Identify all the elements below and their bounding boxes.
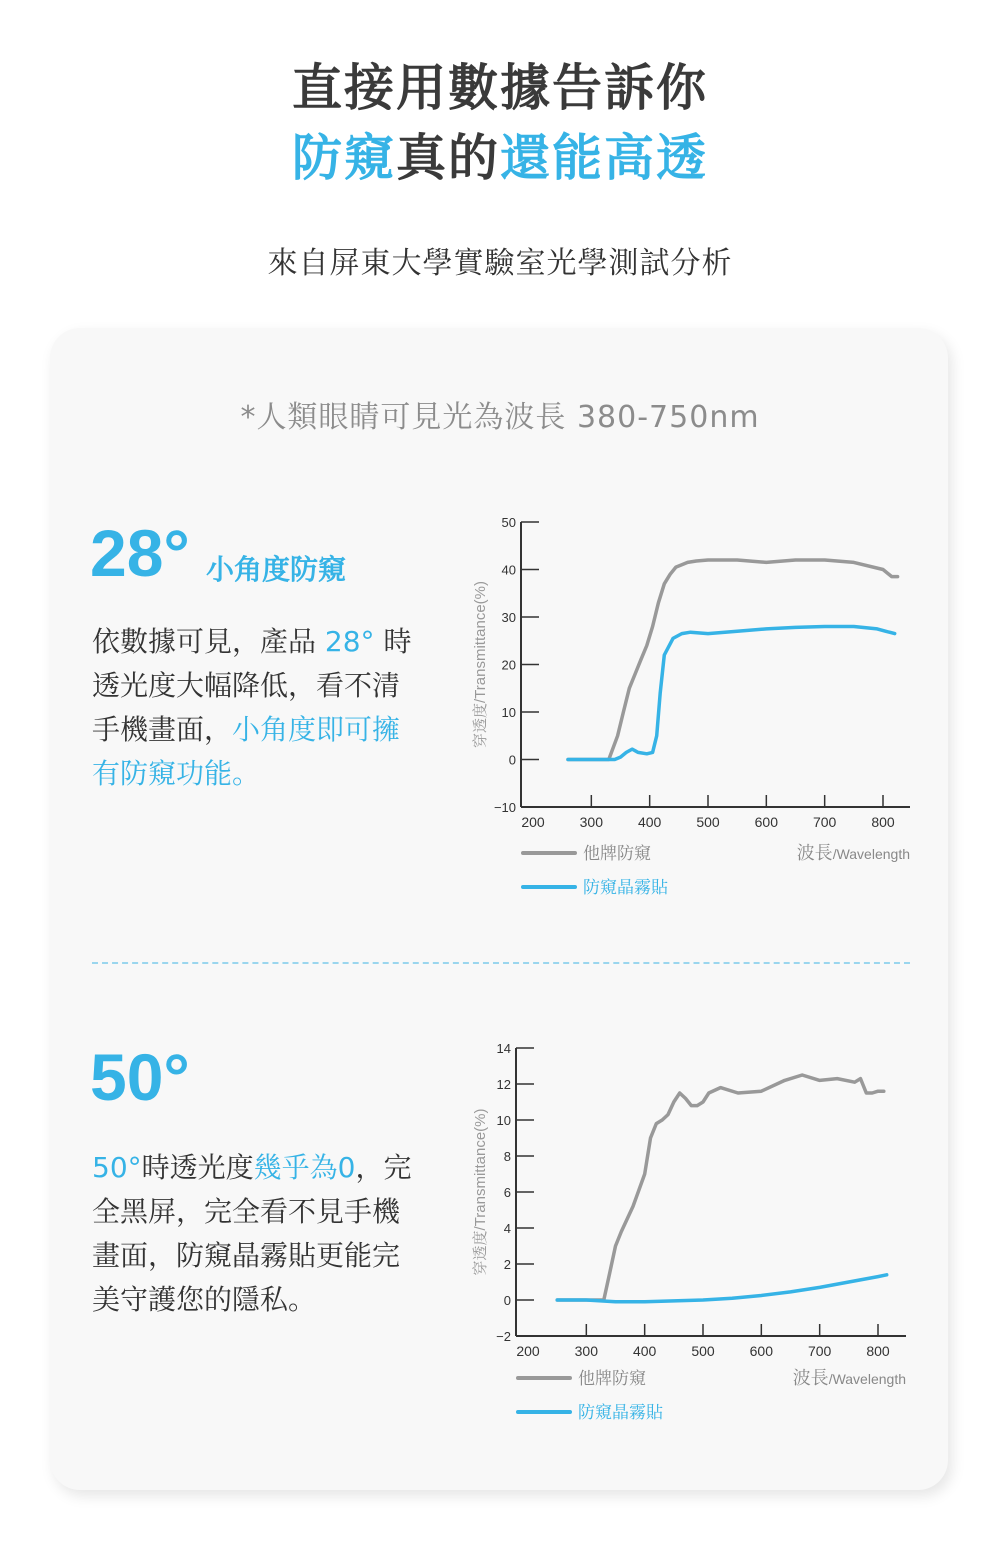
y-tick-label: 0 [508, 752, 516, 768]
transmittance-chart-50 [440, 1030, 930, 1440]
y-tick-label: −2 [496, 1329, 511, 1344]
y-tick-label: 10 [501, 705, 516, 720]
transmittance-chart-28 [440, 500, 930, 910]
x-tick-label: 200 [521, 814, 545, 830]
headline-line1: 直接用數據告訴你 [292, 59, 708, 117]
angle-28-label: 小角度防窺 [206, 553, 347, 586]
x-axis-label-cn: 波長 [796, 843, 833, 863]
y-tick-label: 4 [503, 1221, 511, 1236]
y-tick-label: 50 [501, 515, 516, 530]
y-tick-label: 30 [501, 610, 516, 625]
section1-text-d: 小角度即可擁有防窺功能。 [92, 713, 401, 790]
x-tick-label: 700 [807, 1343, 832, 1359]
section1-paragraph [92, 620, 422, 796]
x-tick-label: 800 [866, 1343, 890, 1359]
section2-text-c: 幾乎為0 [253, 1151, 356, 1184]
section2-text-d: ，完全黑屏，完全看不見手機畫面，防窺晶霧貼更能完美守護您的隱私。 [92, 1151, 412, 1316]
y-tick-label: 0 [503, 1293, 511, 1308]
x-axis-label [797, 843, 910, 863]
x-tick-label: 500 [696, 814, 720, 830]
x-axis-label-en: /Wavelength [832, 846, 910, 862]
series-line-other-brand [568, 560, 898, 760]
y-tick-label: 10 [496, 1113, 511, 1128]
y-tick-label: 2 [503, 1257, 511, 1272]
x-tick-label: 800 [871, 814, 895, 830]
x-tick-label: 700 [812, 814, 837, 830]
y-tick-label: −10 [493, 800, 516, 815]
x-axis-label [793, 1368, 906, 1388]
section-divider [92, 962, 910, 964]
legend-label: 防窺晶霧貼 [583, 878, 668, 897]
headline-line2 [0, 128, 1000, 188]
y-tick-label: 6 [503, 1185, 511, 1200]
x-tick-label: 300 [579, 814, 604, 830]
section2-text-a: 50° [92, 1151, 142, 1184]
x-tick-label: 200 [516, 1343, 540, 1359]
y-axis-label: 穿透度/Transmittance(%) [472, 1108, 489, 1276]
x-tick-label: 600 [754, 814, 779, 830]
legend-label: 他牌防窺 [583, 844, 651, 863]
x-tick-label: 500 [691, 1343, 715, 1359]
x-axis-label-cn: 波長 [792, 1368, 829, 1388]
x-tick-label: 400 [637, 814, 662, 830]
subtitle: 來自屏東大學實驗室光學測試分析 [267, 246, 733, 281]
section1-text-b: 28° [324, 625, 375, 658]
x-tick-label: 600 [749, 1343, 774, 1359]
legend-label: 防窺晶霧貼 [578, 1403, 663, 1422]
y-tick-label: 40 [501, 562, 516, 578]
legend-label: 他牌防窺 [578, 1369, 646, 1388]
angle-28: 28° [90, 516, 190, 590]
y-tick-label: 12 [496, 1077, 511, 1092]
section2-paragraph [92, 1146, 422, 1322]
x-tick-label: 400 [632, 1343, 657, 1359]
y-tick-label: 14 [496, 1041, 511, 1056]
headline-blue-1: 防窺 [292, 129, 396, 187]
y-tick-label: 8 [503, 1149, 511, 1164]
angle-50: 50° [90, 1040, 190, 1114]
headline-blue-2: 還能高透 [500, 129, 708, 187]
series-line-other-brand [557, 1075, 884, 1300]
section2-text-b: 時透光度 [141, 1151, 254, 1184]
section1-text-a: 依數據可見，產品 [92, 625, 325, 658]
x-tick-label: 300 [574, 1343, 599, 1359]
x-axis-label-en: /Wavelength [828, 1371, 906, 1387]
y-tick-label: 20 [501, 657, 516, 673]
headline-dark: 真的 [396, 129, 500, 187]
section1-text-c: 時透光度大幅降低，看不清手機畫面， [92, 625, 412, 746]
visible-light-note: *人類眼睛可見光為波長 380-750nm [240, 400, 760, 435]
y-axis-label: 穿透度/Transmittance(%) [472, 581, 489, 748]
